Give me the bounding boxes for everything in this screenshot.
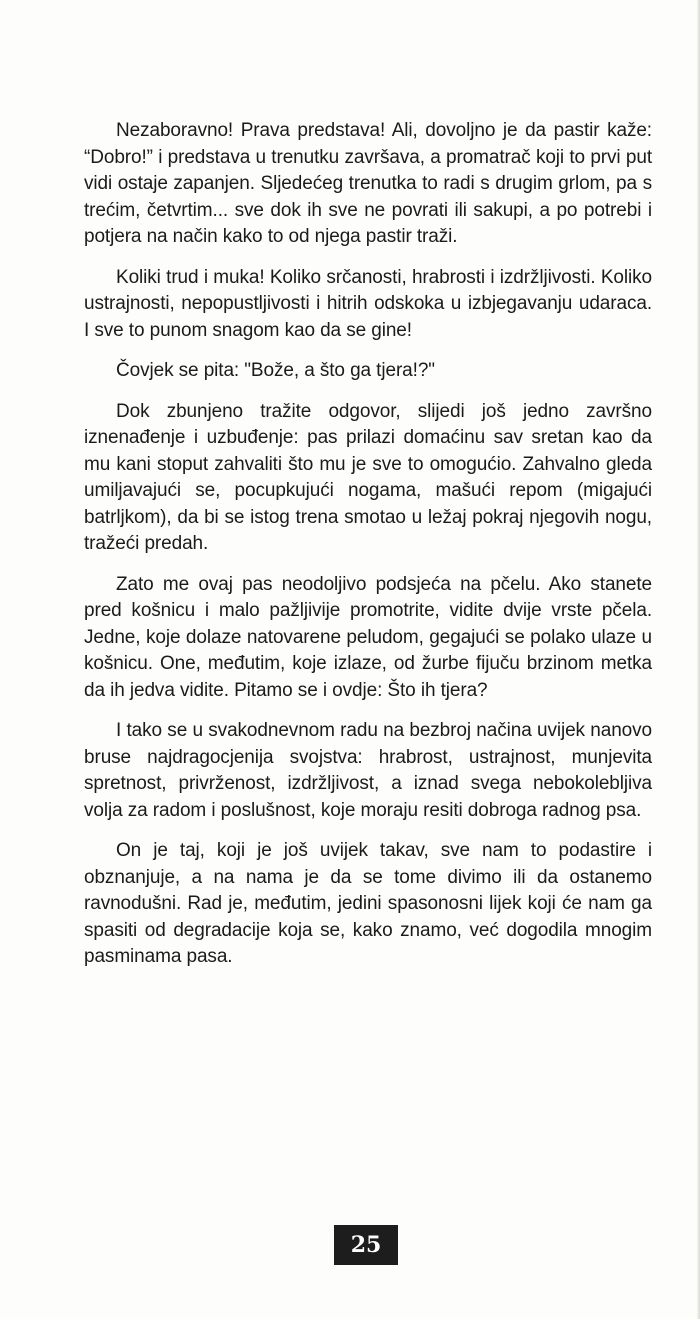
paragraph-3: Čovjek se pita: "Bože, a što ga tjera!?" [116,360,435,381]
paragraph-7: On je taj, koji je još uvijek takav, sve nam to podastire i obznanjuje, a na nama je da se tome divimo ili da ostanemo ravnodušni. Rad je, međutim, jedini spasonosni lijek koji će nam ga spasiti od degradacije koja se, kako znamo, već dogodila mnogim pasminama pasa. [84,840,652,967]
body-text [84,118,652,985]
paragraph-4: Dok zbunjeno tražite odgovor, slijedi još jedno završno iznenađenje i uzbuđenje: pas prilazi domaćinu sav sretan kao da mu kani stoput zahvaliti što mu je sve to omogućio. Zahvalno gleda umiljavajući se, pocupkujući nogama, mašući repom (migajući batrljkom), da bi se istog trena smotao u ležaj pokraj njegovih nogu, tražeći predah. [84,400,652,554]
page-number: 25 [334,1225,398,1265]
paragraph-2: Koliki trud i muka! Koliko srčanosti, hrabrosti i izdržljivosti. Koliko ustrajnosti, nepopustljivosti i hitrih odskoka u izbjegavanju udaraca. I sve to punom snagom kao da se gine! [84,266,652,341]
paragraph-6: I tako se u svakodnevnom radu na bezbroj načina uvijek nanovo bruse najdragocjenija svojstva: hrabrost, ustrajnost, munjevita spretnost, privrženost, izdržljivost, a iznad svega nebokolebljiva volja za radom i poslušnost, koje moraju resiti dobroga radnog psa. [84,720,652,821]
paragraph-1: Nezaboravno! Prava predstava! Ali, dovoljno je da pastir kaže: “Dobro!” i predstava u trenutku završava, a promatrač koji to prvi put vidi ostaje zapanjen. Sljedećeg trenutka to radi s drugim grlom, pa s trećim, četvrtim... sve dok ih sve ne povrati ili sakupi, a po potrebi i potjera na način kako to od njega pastir traži. [84,120,652,247]
paragraph-5: Zato me ovaj pas neodoljivo podsjeća na pčelu. Ako stanete pred košnicu i malo pažljivije promotrite, vidite dvije vrste pčela. Jedne, koje dolaze natovarene peludom, gegajući se polako ulaze u košnicu. One, međutim, koje izlaze, od žurbe fijuču brzinom metka da ih jedva vidite. Pitamo se i ovdje: Što ih tjera? [84,573,652,701]
